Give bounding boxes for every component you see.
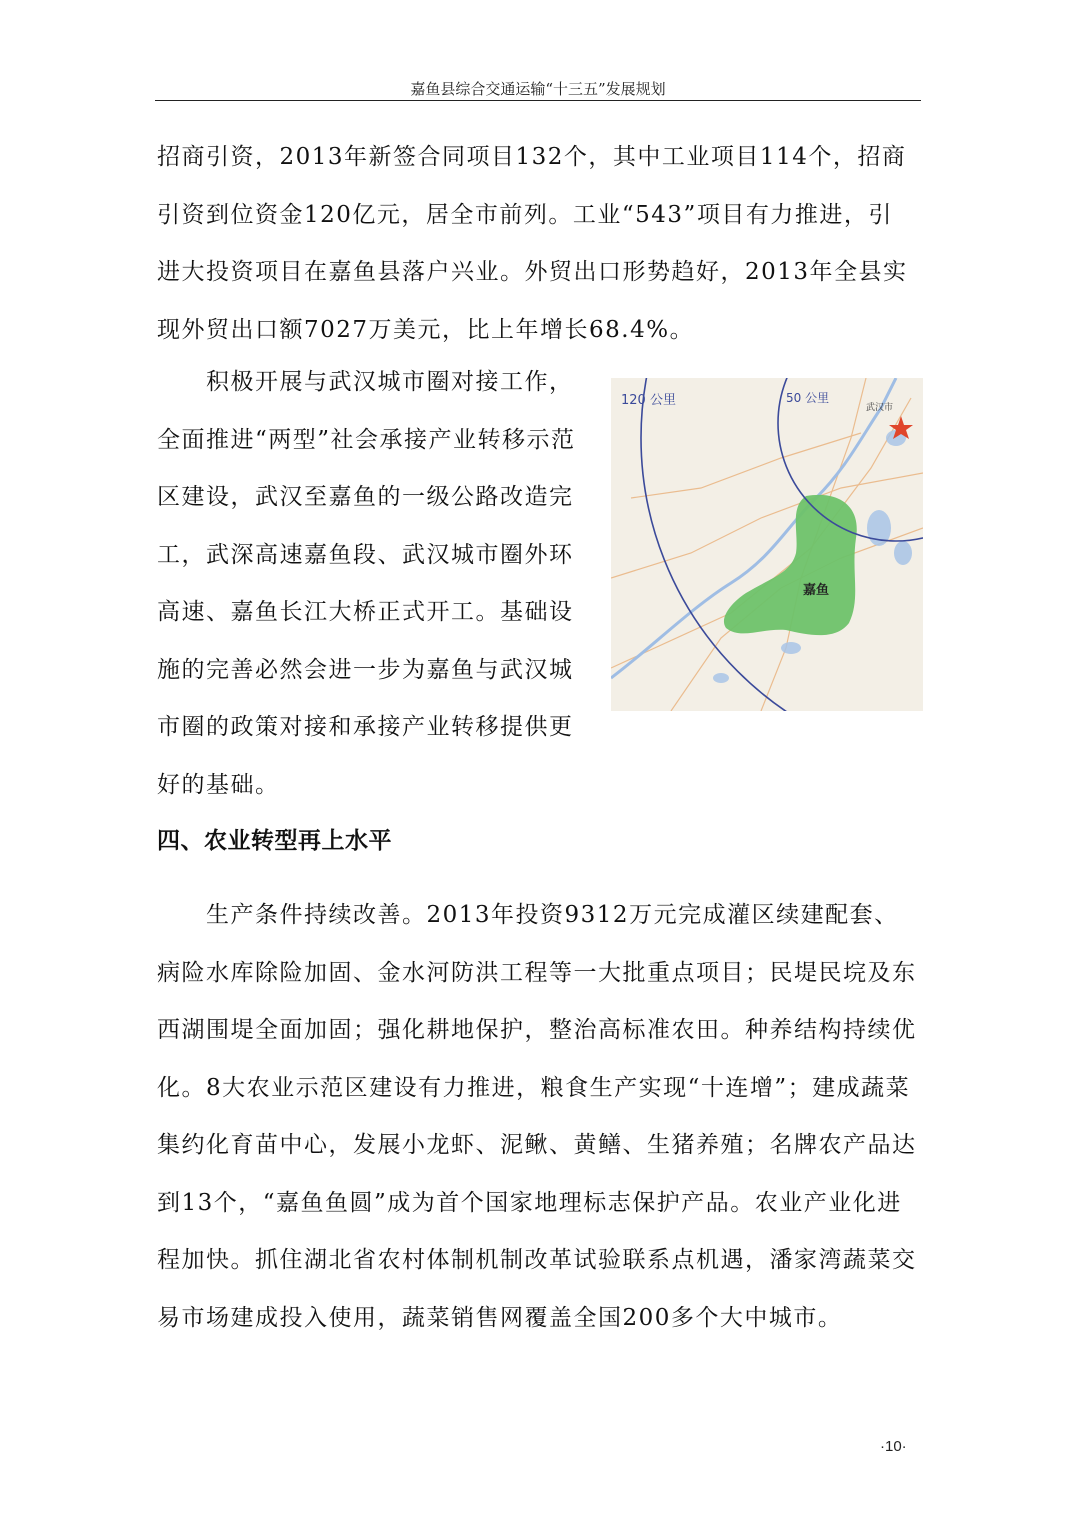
label-wuhan: 武汉市 <box>866 403 894 413</box>
paragraph-agriculture: 生产条件持续改善。2013年投资9312万元完成灌区续建配套、病险水库除险加固、金水河防洪工程等一大批重点项目；民堤民垸及东西湖围堤全面加固；强化耕地保护，整治高标准农田。种养结构持续优化。8大农业示范区建设有力推进，粮食生产实现“十连增”；建成蔬菜集约化育苗中心，发展小龙虾、泥鳅、黄鳝、生猪养殖；名牌农产品达到13个，“嘉鱼鱼圆”成为首个国家地理标志保护产品。农业产业化进程加快。抓住湖北省农村体制机制改革试验联系点机遇，潘家湾蔬菜交易市场建成投入使用，蔬菜销售网覆盖全国200多个大中城市。 <box>157 902 917 1331</box>
paragraph-wuhan-integration: 积极开展与武汉城市圈对接工作，全面推进“两型”社会承接产业转移示范区建设，武汉至嘉鱼的一级公路改造完工，武深高速嘉鱼段、武汉城市圈外环高速、嘉鱼长江大桥正式开工。基础设施的完善必然会进一步为嘉鱼与武汉城市圈的政策对接和承接产业转移提供更好的基础。 <box>157 369 576 798</box>
label-jiayu: 嘉鱼 <box>803 583 830 598</box>
section-heading: 四、农业转型再上水平 <box>157 828 392 854</box>
label-120km: 120 公里 <box>621 393 676 408</box>
running-header: 嘉鱼县综合交通运输“十三五”发展规划 <box>410 80 666 98</box>
page-number: ·10· <box>880 1438 907 1455</box>
map-graphic <box>611 378 923 711</box>
paragraph-investment: 招商引资，2013年新签合同项目132个，其中工业项目114个，招商引资到位资金120亿元，居全市前列。工业“543”项目有力推进，引进大投资项目在嘉鱼县落户兴业。外贸出口形势趋好，2013年全县实现外贸出口额7027万美元，比上年增长68.4%。 <box>157 144 908 343</box>
label-50km: 50 公里 <box>786 391 830 405</box>
header-rule <box>155 100 921 101</box>
location-map <box>611 378 923 711</box>
